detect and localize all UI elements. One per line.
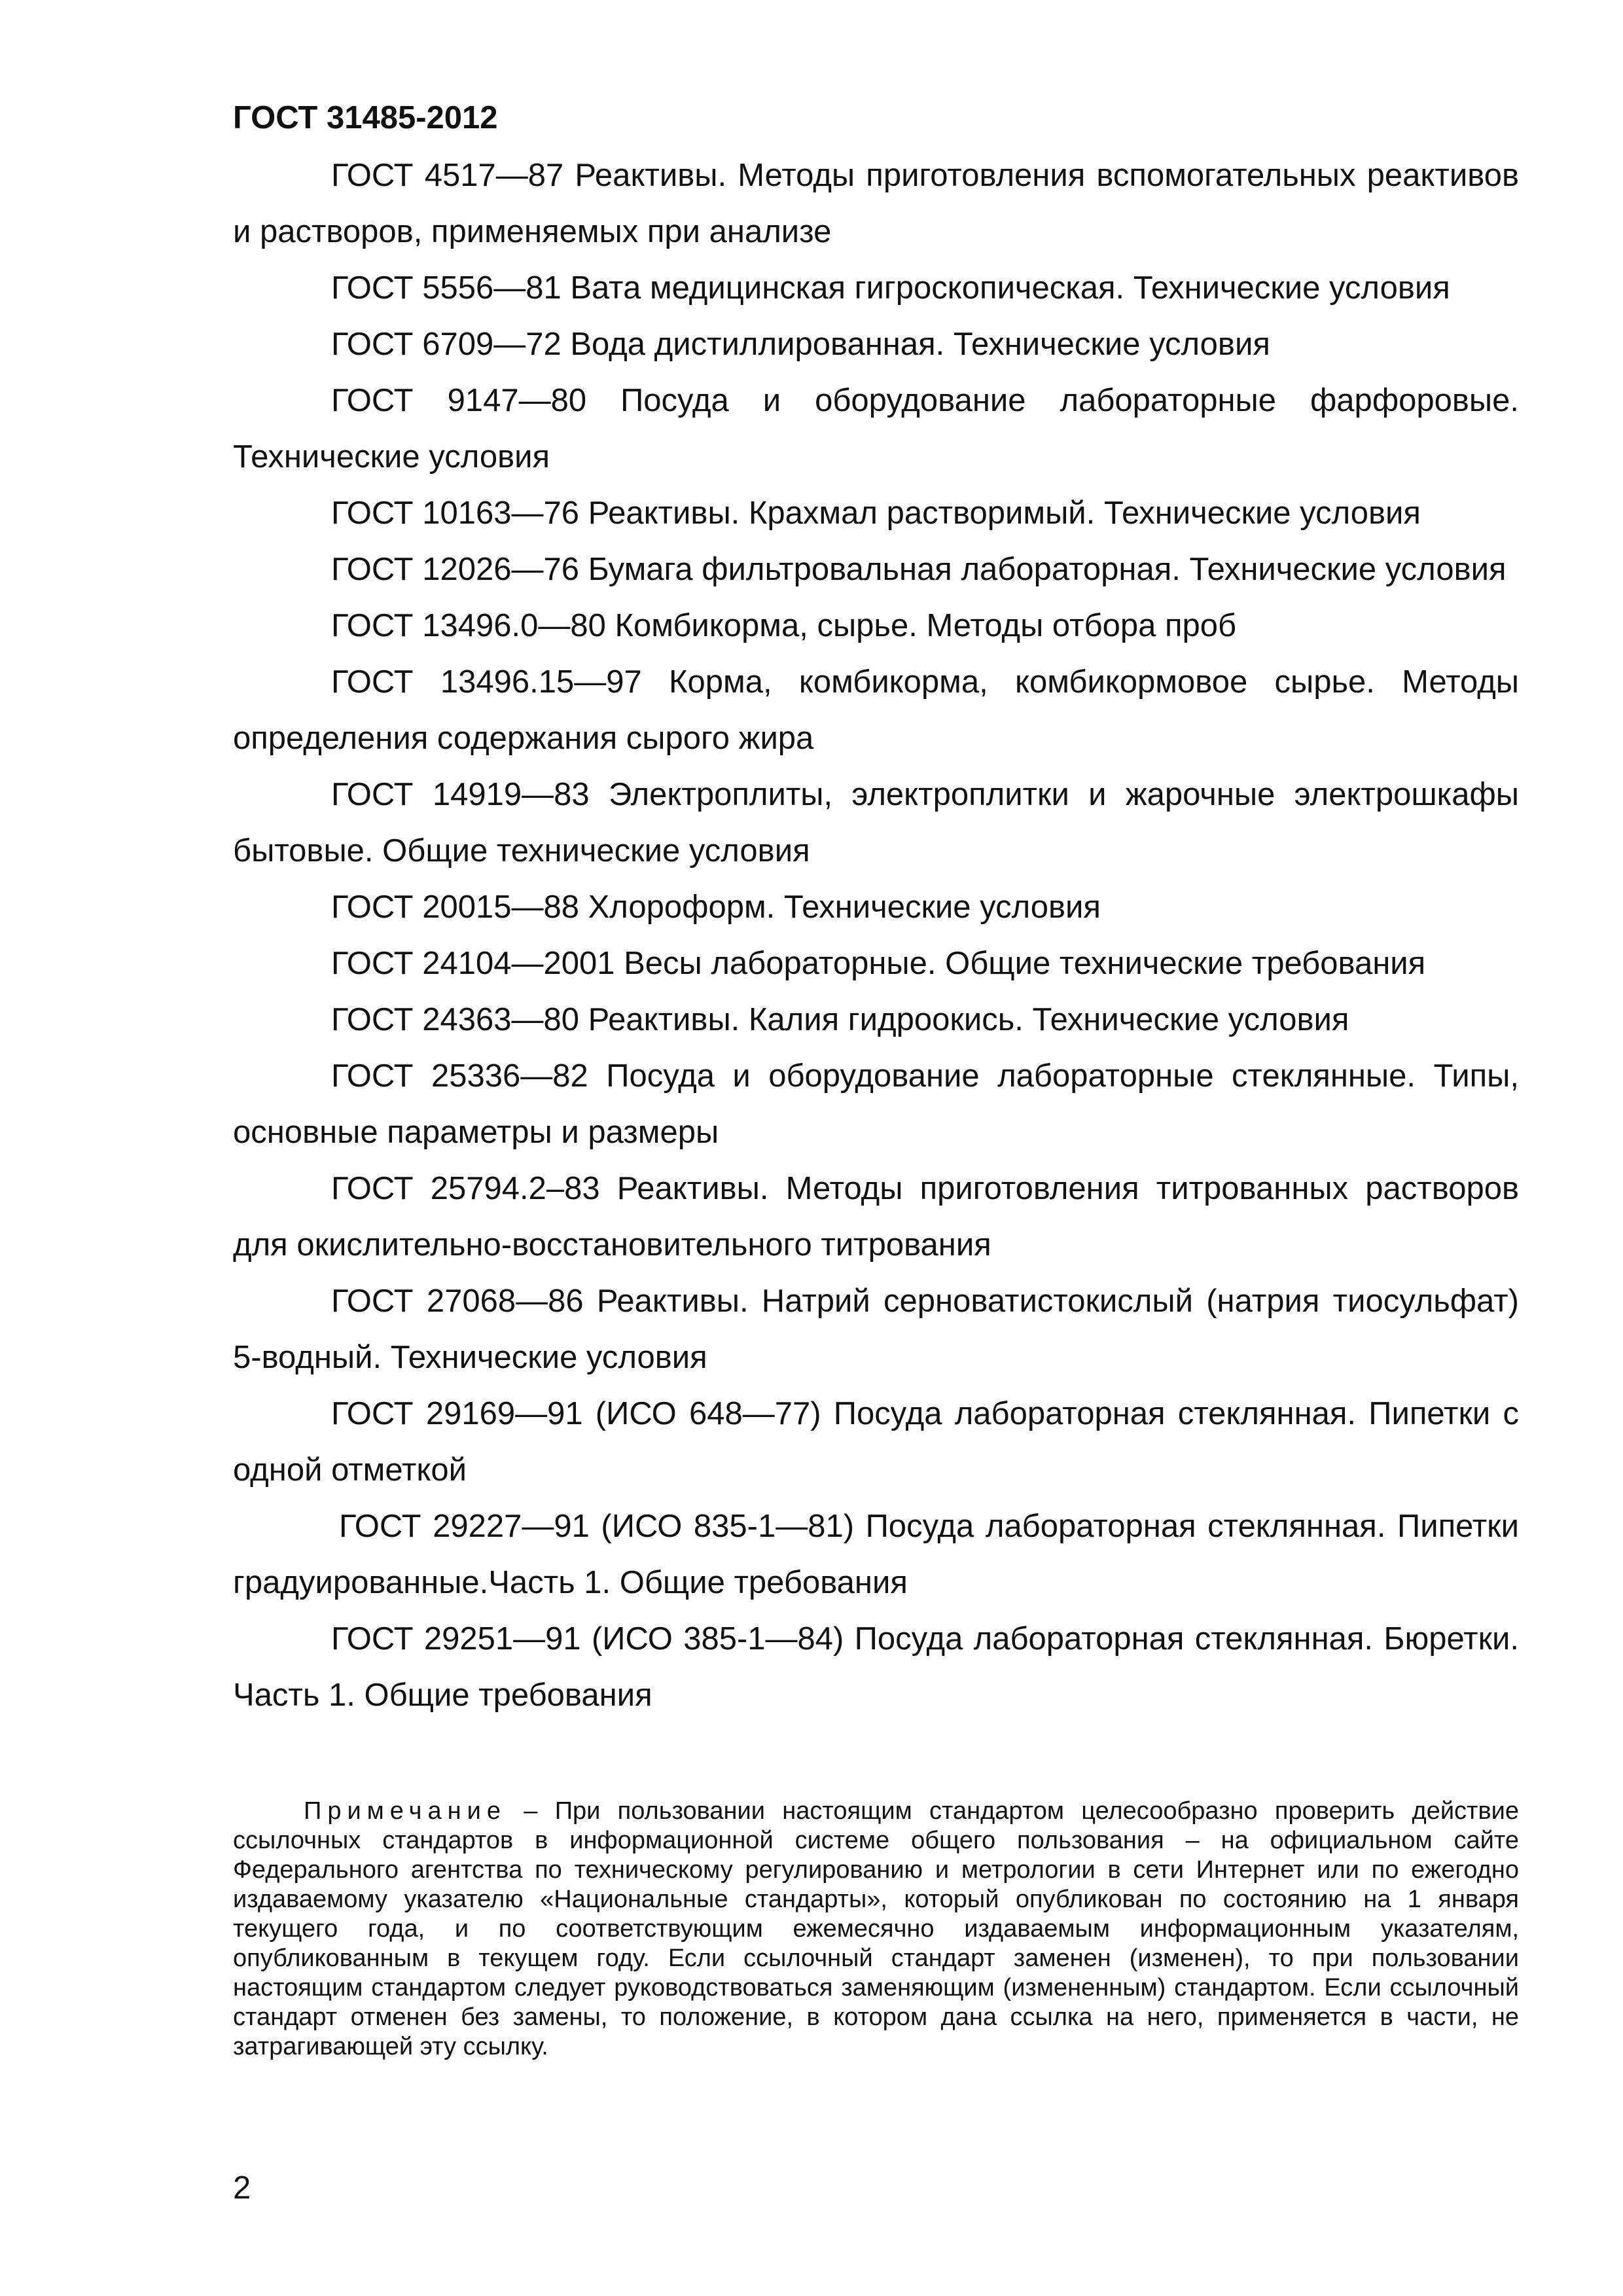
reference-item: ГОСТ 24104—2001 Весы лабораторные. Общие технические требования: [331, 946, 1426, 981]
reference-item: ГОСТ 20015—88 Хлороформ. Технические условия: [331, 889, 1101, 925]
reference-item: ГОСТ 9147—80 Посуда и оборудование лабораторные фарфоровые. Технические условия: [233, 383, 1519, 475]
page-header: ГОСТ 31485-2012: [233, 100, 498, 135]
note-label: Примечание: [304, 1797, 507, 1825]
reference-item: ГОСТ 25794.2–83 Реактивы. Методы приготовления титрованных растворов для окислительно-восстановительного титрования: [233, 1171, 1519, 1263]
reference-item: ГОСТ 4517—87 Реактивы. Методы приготовления вспомогательных реактивов и растворов, применяемых при анализе: [233, 158, 1519, 249]
normative-references-list: [233, 147, 1519, 1723]
reference-item: ГОСТ 12026—76 Бумага фильтровальная лабораторная. Технические условия: [331, 552, 1507, 587]
reference-item: ГОСТ 10163—76 Реактивы. Крахмал растворимый. Технические условия: [331, 495, 1421, 531]
reference-item: ГОСТ 6709—72 Вода дистиллированная. Технические условия: [331, 327, 1270, 362]
reference-item: ГОСТ 13496.15—97 Корма, комбикорма, комбикормовое сырье. Методы определения содержания сырого жира: [233, 664, 1519, 756]
page-number: 2: [233, 2170, 251, 2206]
reference-item: ГОСТ 14919—83 Электроплиты, электроплитки и жарочные электрошкафы бытовые. Общие технические условия: [233, 777, 1519, 869]
reference-item: ГОСТ 29169—91 (ИСО 648—77) Посуда лабораторная стеклянная. Пипетки с одной отметкой: [233, 1396, 1519, 1488]
reference-item: ГОСТ 29227—91 (ИСО 835-1—81) Посуда лабораторная стеклянная. Пипетки градуированные.Часть 1. Общие требования: [233, 1509, 1519, 1600]
reference-item: ГОСТ 29251—91 (ИСО 385-1—84) Посуда лабораторная стеклянная. Бюретки. Часть 1. Общие требования: [233, 1621, 1519, 1713]
reference-item: ГОСТ 24363—80 Реактивы. Калия гидроокись. Технические условия: [331, 1002, 1349, 1037]
note-text: При пользовании настоящим стандартом целесообразно проверить действие ссылочных стандартов в информационной системе общего пользования – на официальном сайте Федерального агентства по техническому регулированию и метрологии в сети Интернет или по ежегодно издаваемому указателю «Национальные стандарты», который опубликован по состоянию на 1 января текущего года, и по соответствующим ежемесячно издаваемым информационным указателям, опубликованным в текущем году. Если ссылочный стандарт заменен (изменен), то при пользовании настоящим стандартом следует руководствоваться заменяющим (измененным) стандартом. Если ссылочный стандарт отменен без замены, то положение, в котором дана ссылка на него, применяется в части, не затрагивающей эту ссылку.: [233, 1797, 1520, 2060]
reference-item: ГОСТ 13496.0—80 Комбикорма, сырье. Методы отбора проб: [331, 608, 1237, 643]
reference-item: ГОСТ 27068—86 Реактивы. Натрий серноватистокислый (натрия тиосульфат) 5-водный. Технические условия: [233, 1283, 1519, 1375]
reference-item: ГОСТ 25336—82 Посуда и оборудование лабораторные стеклянные. Типы, основные параметры и размеры: [233, 1058, 1519, 1150]
reference-item: ГОСТ 5556—81 Вата медицинская гигроскопическая. Технические условия: [331, 270, 1450, 306]
note-paragraph: [233, 1797, 1519, 2062]
note-dash: –: [506, 1797, 555, 1825]
